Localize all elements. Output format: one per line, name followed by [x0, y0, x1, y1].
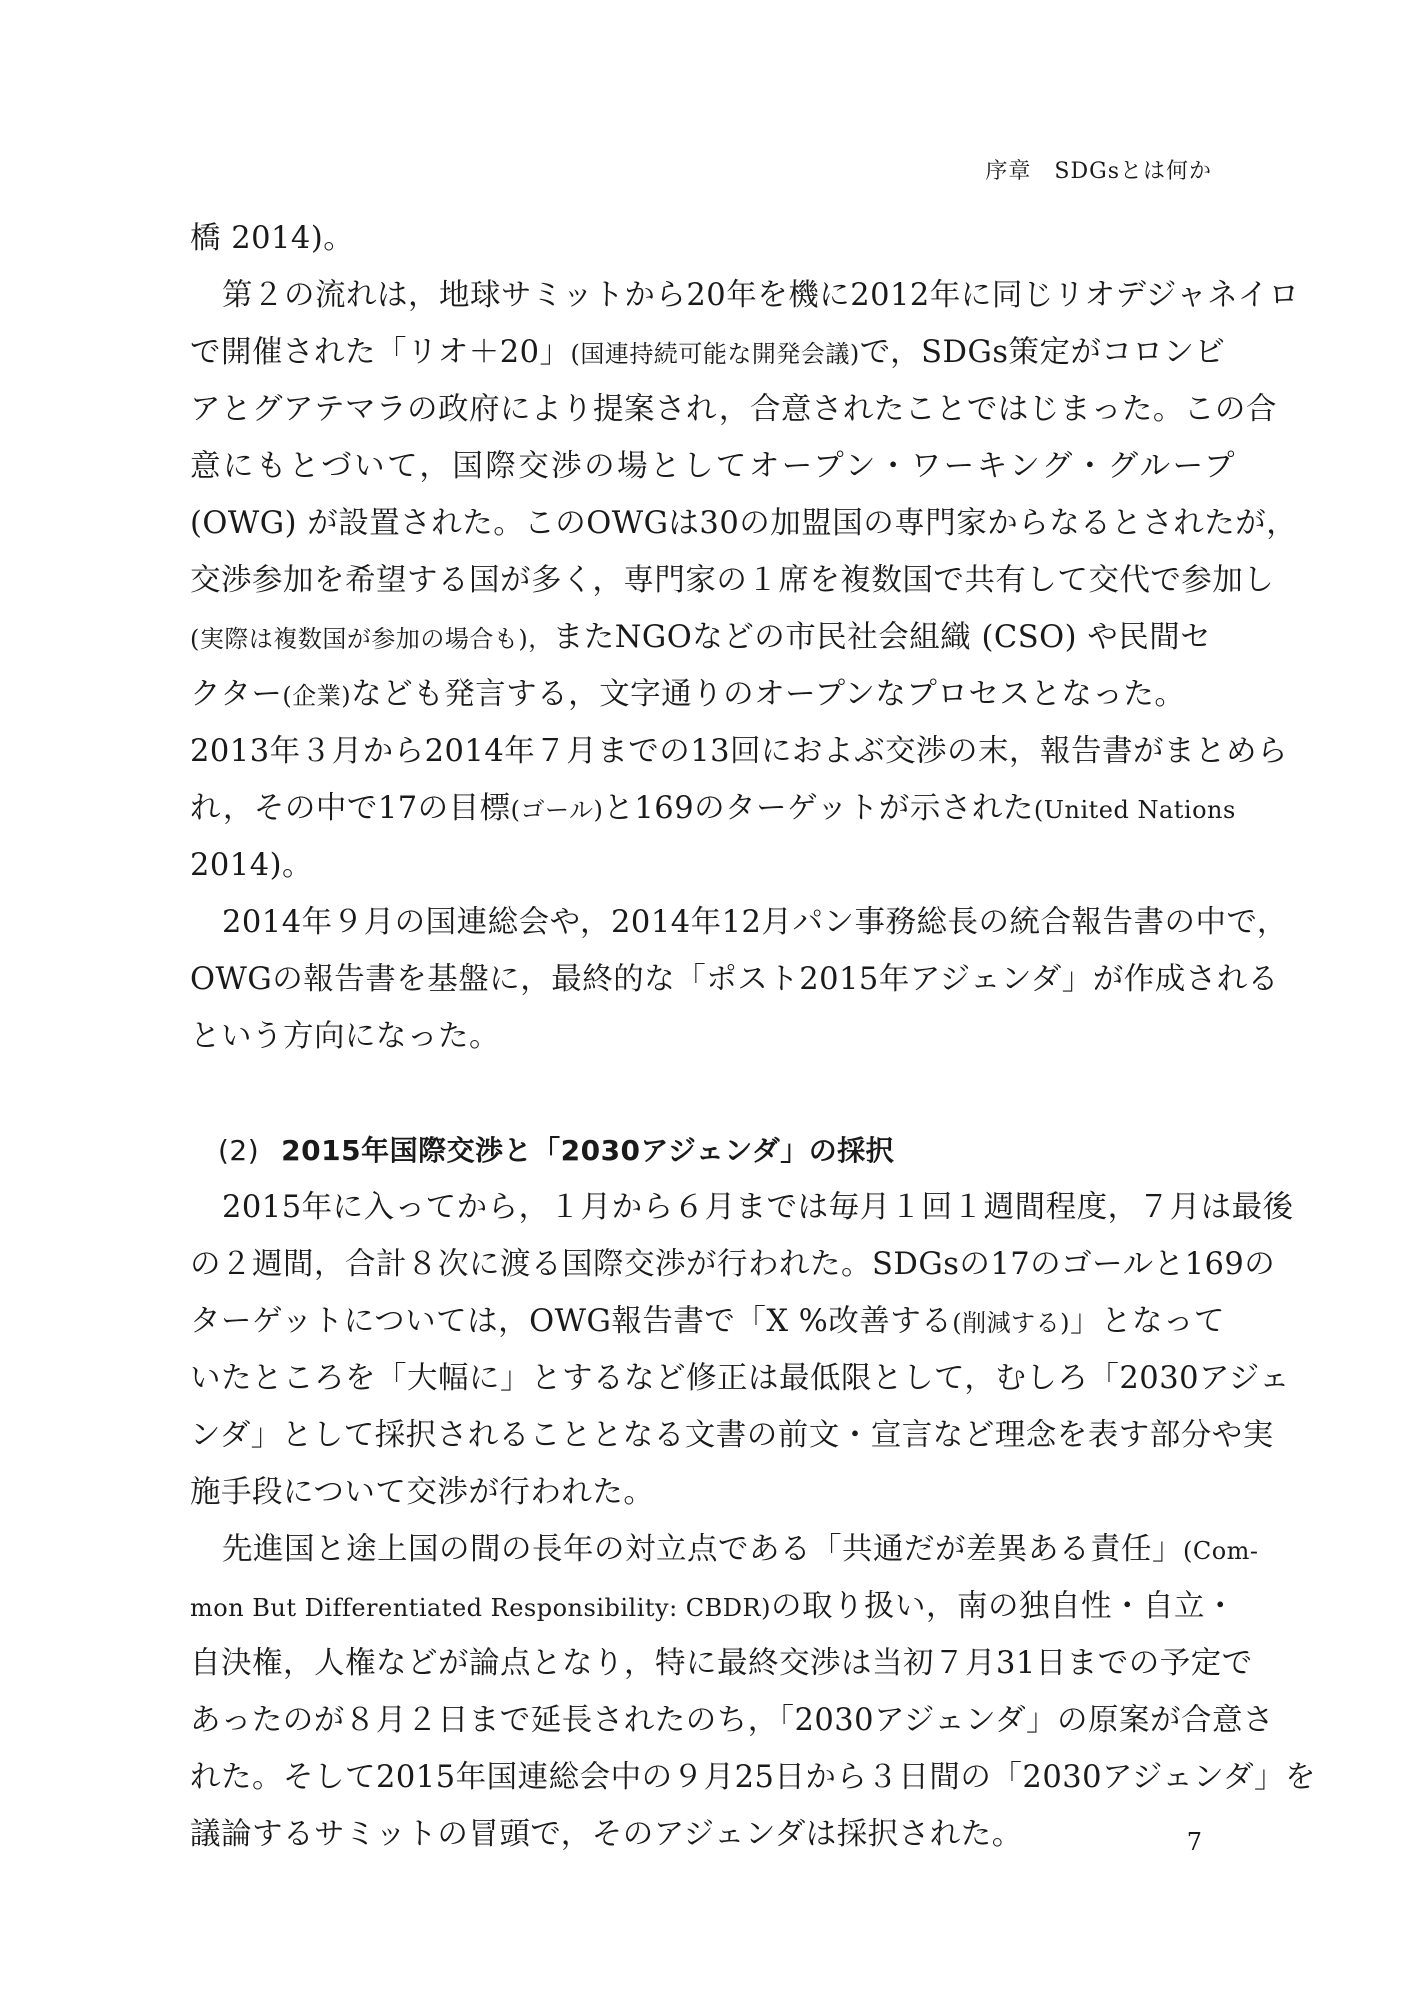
- section-heading: [190, 1122, 1235, 1179]
- text-line: 施手段について交渉が行われた。: [190, 1475, 655, 1510]
- text-line: アとグアテマラの政府により提案され，合意されたことではじまった。この合: [190, 392, 1277, 427]
- paragraph-start-line: 第２の流れは，地球サミットから20年を機に2012年に同じリオデジャネイロ: [222, 278, 1300, 313]
- text-line: いたところを「大幅に」とするなど修正は最低限として，むしろ「2030アジェ: [190, 1361, 1291, 1396]
- text-line: で開催された「リオ＋20」(国連持続可能な開発会議)で，SDGs策定がコロンビ: [190, 335, 1226, 370]
- paragraph-start-line: 先進国と途上国の間の長年の対立点である「共通だが差異ある責任」(Com-: [222, 1532, 1259, 1567]
- text-line: 2013年３月から2014年７月までの13回におよぶ交渉の末，報告書がまとめら: [190, 734, 1289, 769]
- text-line: れた。そして2015年国連総会中の９月25日から３日間の「2030アジェンダ」を: [190, 1760, 1316, 1795]
- text-line: (実際は複数国が参加の場合も)，またNGOなどの市民社会組織 (CSO) や民間セ: [190, 620, 1212, 655]
- text-line: 橋 2014)。: [190, 221, 355, 256]
- text-line: mon But Differentiated Responsibility: CBDR)の取り扱い，南の独自性・自立・: [190, 1589, 1236, 1624]
- section-title: 2015年国際交渉と「2030アジェンダ」の採択: [281, 1134, 895, 1167]
- page-number: 7: [1186, 1828, 1202, 1856]
- text-line: OWGの報告書を基盤に，最終的な「ポスト2015年アジェンダ」が作成される: [190, 962, 1279, 997]
- text-line: ターゲットについては，OWG報告書で「X %改善する(削減する)」となって: [190, 1304, 1226, 1339]
- body-text: [190, 210, 1316, 1863]
- text-line: (OWG) が設置された。このOWGは30の加盟国の専門家からなるとされたが，: [190, 506, 1298, 541]
- paragraph-start-line: 2014年９月の国連総会や，2014年12月パン事務総長の統合報告書の中で，: [222, 905, 1288, 940]
- text-line: あったのが８月２日まで延長されたのち，「2030アジェンダ」の原案が合意さ: [190, 1703, 1275, 1738]
- text-line: クター(企業)なども発言する，文字通りのオープンなプロセスとなった。: [190, 677, 1186, 712]
- text-line: 意にもとづいて，国際交渉の場としてオープン・ワーキング・グループ: [190, 449, 1235, 484]
- text-line: 自決権，人権などが論点となり，特に最終交渉は当初７月31日までの予定で: [190, 1646, 1253, 1681]
- paragraph-start-line: 2015年に入ってから，１月から６月までは毎月１回１週間程度，７月は最後: [222, 1190, 1294, 1225]
- section-number: (2): [218, 1134, 260, 1167]
- text-line: れ，その中で17の目標(ゴール)と169のターゲットが示された(United Nations: [190, 791, 1236, 826]
- section-spacer: [190, 1065, 1235, 1122]
- text-line: 議論するサミットの冒頭で，そのアジェンダは採択された。: [190, 1817, 1023, 1852]
- text-line: という方向になった。: [190, 1019, 500, 1054]
- running-header: 序章 SDGsとは何か: [985, 159, 1212, 184]
- text-line: の２週間，合計８次に渡る国際交渉が行われた。SDGsの17のゴールと169の: [190, 1247, 1276, 1282]
- text-line: ンダ」として採択されることとなる文書の前文・宣言など理念を表す部分や実: [190, 1418, 1274, 1453]
- text-line: 2014)。: [190, 848, 314, 883]
- text-line: 交渉参加を希望する国が多く，専門家の１席を複数国で共有して交代で参加し: [190, 563, 1275, 598]
